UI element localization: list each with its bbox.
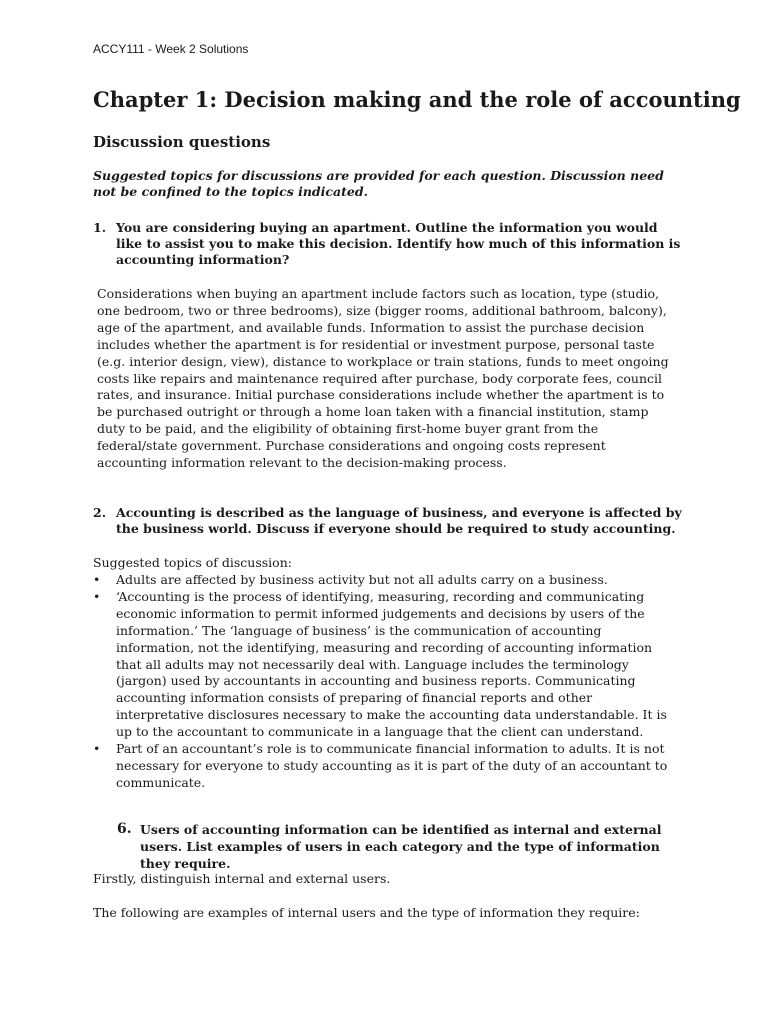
list-item-text: ‘Accounting is the process of identifying, measuring, recording and communicating economic information to permit informed judgements and decisions by users of the information.’ The ‘language of business’ is the communication of accounting information, not the identifying, measuring and recording of accounting information that all adults may not necessarily deal with. Language includes the terminology (jargon) used by accountants in accounting and business reports. Communicating accounting information consists of preparing of financial reports and other interpretative disclosures necessary to make the accounting data understandable. It is up to the accountant to communicate in a language that the client can understand. (116, 588, 667, 740)
list-item (93, 589, 678, 741)
bullet-icon: • (93, 588, 101, 604)
list-item-text: Adults are affected by business activity but not all adults carry on a business. (116, 572, 608, 587)
section-title: Discussion questions (93, 133, 271, 151)
question-number: 1. (93, 220, 107, 235)
running-header: ACCY111 - Week 2 Solutions (93, 42, 249, 56)
bullet-icon: • (93, 572, 101, 587)
question-text: Accounting is described as the language of business, and everyone is affected by the business world. Discuss if everyone should be required to study accounting. (116, 505, 682, 536)
question-number: 2. (93, 505, 107, 520)
discussion-lead: Suggested topics of discussion: (93, 555, 292, 570)
list-item (93, 741, 678, 792)
question-number: 6. (117, 821, 132, 837)
question-6 (117, 821, 687, 872)
question-text: You are considering buying an apartment. Outline the information you would like to assist you to make this decision. Identify how much of this information is accounting information? (116, 220, 681, 267)
paragraph: Firstly, distinguish internal and external users. (93, 871, 391, 886)
bullet-icon: • (93, 741, 101, 757)
question-2 (93, 505, 683, 537)
question-text: Users of accounting information can be identified as internal and external users. List examples of users in each category and the type of information they require. (140, 822, 662, 871)
answer-1: Considerations when buying an apartment include factors such as location, type (studio, one bedroom, two or three bedrooms), size (bigger rooms, additional bathroom, balcony), age of the apartment, and available funds. Information to assist the purchase decision includes whether the apartment is for residential or investment purpose, personal taste (e.g. interior design, view), distance to workplace or train stations, funds to meet ongoing costs like repairs and maintenance required after purchase, body corporate fees, council rates, and insurance. Initial purchase considerations include whether the apartment is to be purchased outright or through a home loan taken with a financial institution, stamp duty to be paid, and the eligibility of obtaining first-home buyer grant from the federal/state government. Purchase considerations and ongoing costs represent accounting information relevant to the decision-making process. (97, 286, 669, 471)
paragraph: The following are examples of internal users and the type of information they require: (93, 905, 640, 920)
discussion-bullets (93, 572, 678, 792)
list-item-text: Part of an accountant’s role is to communicate financial information to adults. It is not necessary for everyone to study accounting as it is part of the duty of an accountant to communicate. (116, 741, 668, 790)
intro-note: Suggested topics for discussions are provided for each question. Discussion need not be confined to the topics indicated. (93, 168, 664, 199)
question-1 (93, 220, 683, 268)
list-item (93, 572, 678, 589)
chapter-title: Chapter 1: Decision making and the role of accounting (93, 87, 741, 112)
